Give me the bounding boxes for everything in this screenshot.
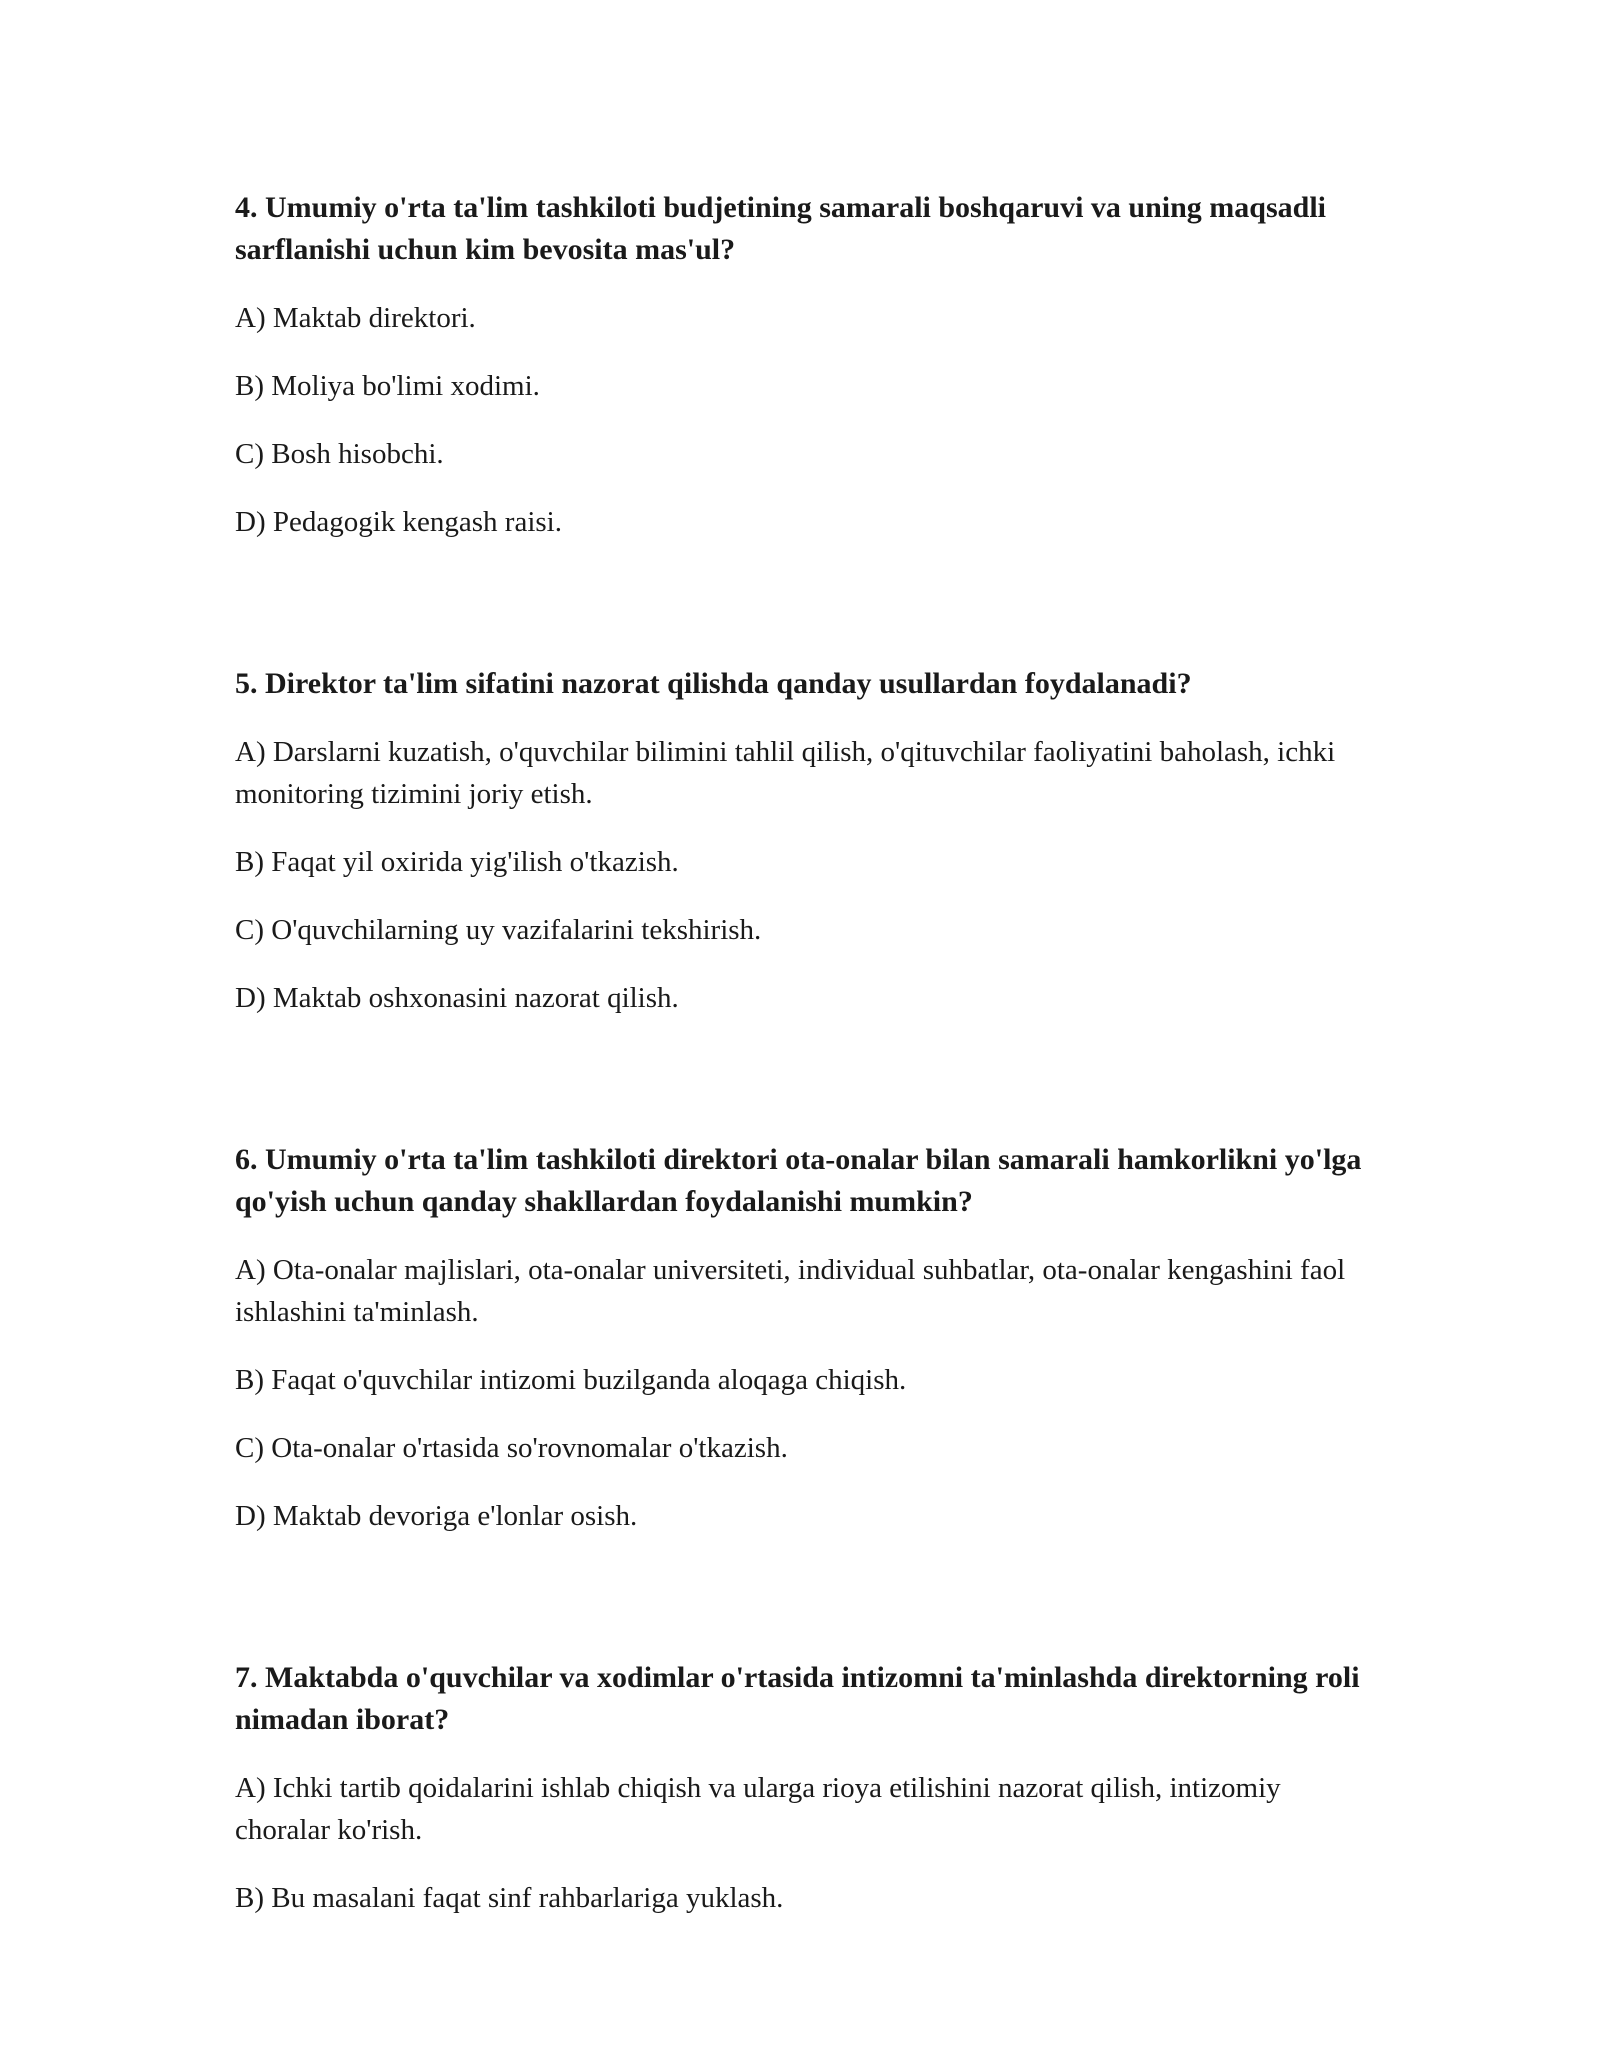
question-4 [235, 187, 1375, 543]
answer-option-c: C) Bosh hisobchi. [235, 438, 444, 470]
answer-option-a: A) Ichki tartib qoidalarini ishlab chiqish va ularga rioya etilishini nazorat qilish, intizomiy choralar ko'rish. [235, 1772, 1281, 1846]
question-text: 4. Umumiy o'rta ta'lim tashkiloti budjetining samarali boshqaruvi va uning maqsadli sarflanishi uchun kim bevosita mas'ul? [235, 191, 1327, 266]
answer-option-c: C) Ota-onalar o'rtasida so'rovnomalar o'tkazish. [235, 1432, 788, 1464]
answer-option-a: A) Ota-onalar majlislari, ota-onalar universiteti, individual suhbatlar, ota-onalar kengashini faol ishlashini ta'minlash. [235, 1254, 1346, 1328]
answer-option-a: A) Maktab direktori. [235, 302, 476, 334]
question-text: 5. Direktor ta'lim sifatini nazorat qilishda qanday usullardan foydalanadi? [235, 667, 1192, 700]
question-text: 6. Umumiy o'rta ta'lim tashkiloti direktori ota-onalar bilan samarali hamkorlikni yo'lga qo'yish uchun qanday shakllardan foydalanishi mumkin? [235, 1143, 1362, 1218]
answer-option-d: D) Maktab oshxonasini nazorat qilish. [235, 982, 679, 1014]
question-5 [235, 663, 1375, 1019]
answer-option-b: B) Bu masalani faqat sinf rahbarlariga yuklash. [235, 1882, 784, 1914]
document-page [235, 187, 1375, 1919]
answer-option-d: D) Maktab devoriga e'lonlar osish. [235, 1500, 638, 1532]
question-text: 7. Maktabda o'quvchilar va xodimlar o'rtasida intizomni ta'minlashda direktorning roli nimadan iborat? [235, 1661, 1360, 1736]
answer-option-b: B) Faqat o'quvchilar intizomi buzilganda aloqaga chiqish. [235, 1364, 907, 1396]
question-7 [235, 1657, 1375, 1919]
answer-option-d: D) Pedagogik kengash raisi. [235, 506, 562, 538]
question-6 [235, 1139, 1375, 1537]
answer-option-b: B) Moliya bo'limi xodimi. [235, 370, 540, 402]
answer-option-c: C) O'quvchilarning uy vazifalarini tekshirish. [235, 914, 762, 946]
answer-option-a: A) Darslarni kuzatish, o'quvchilar bilimini tahlil qilish, o'qituvchilar faoliyatini baholash, ichki monitoring tizimini joriy etish. [235, 736, 1336, 810]
answer-option-b: B) Faqat yil oxirida yig'ilish o'tkazish. [235, 846, 679, 878]
